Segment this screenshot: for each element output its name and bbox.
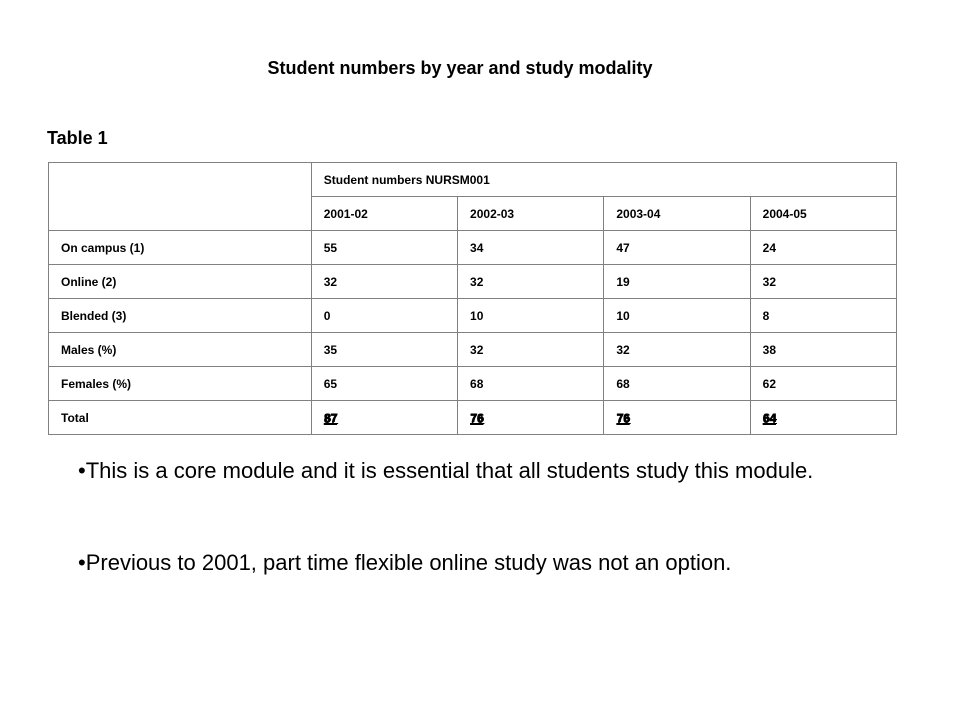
total-value-cell (604, 401, 750, 435)
table-row (49, 299, 897, 333)
table-row (49, 265, 897, 299)
table-row (49, 367, 897, 401)
total-label-cell: Total (49, 401, 312, 435)
value-cell: 32 (458, 333, 604, 367)
value-cell: 10 (458, 299, 604, 333)
table-row (49, 231, 897, 265)
total-value: 87 (323, 410, 338, 425)
value-cell: 24 (750, 231, 896, 265)
value-cell: 32 (458, 265, 604, 299)
total-value: 76 (616, 410, 630, 425)
table-total-row (49, 401, 897, 435)
row-label-cell: Blended (3) (49, 299, 312, 333)
table-label: Table 1 (47, 128, 108, 148)
bullet-text: This is a core module and it is essential that all students study this module. (85, 458, 814, 483)
value-cell: 55 (311, 231, 457, 265)
year-header-cell: 2001-02 (311, 197, 457, 231)
group-header-cell: Student numbers NURSM001 (311, 163, 896, 197)
bullet-item (78, 548, 918, 578)
value-cell: 34 (458, 231, 604, 265)
table-corner-cell (49, 163, 312, 231)
value-cell: 19 (604, 265, 750, 299)
row-label-cell: Females (%) (49, 367, 312, 401)
value-cell: 32 (604, 333, 750, 367)
value-cell: 47 (604, 231, 750, 265)
table-header-row (49, 163, 897, 197)
value-cell: 32 (311, 265, 457, 299)
value-cell: 38 (750, 333, 896, 367)
total-value-cell (458, 401, 604, 435)
student-numbers-table (48, 162, 897, 435)
value-cell: 68 (604, 367, 750, 401)
value-cell: 35 (311, 333, 457, 367)
value-cell: 10 (604, 299, 750, 333)
total-value: 64 (762, 410, 776, 425)
bullet-dot-icon: • (78, 550, 86, 575)
year-header-cell: 2004-05 (750, 197, 896, 231)
bullet-dot-icon: • (78, 458, 86, 483)
year-header-cell: 2002-03 (458, 197, 604, 231)
total-value-cell (311, 401, 457, 435)
table-row (49, 333, 897, 367)
bullet-item (78, 456, 918, 486)
year-header-cell: 2003-04 (604, 197, 750, 231)
value-cell: 68 (458, 367, 604, 401)
value-cell: 62 (750, 367, 896, 401)
total-value-cell (750, 401, 896, 435)
value-cell: 0 (311, 299, 457, 333)
bullet-text: Previous to 2001, part time flexible online study was not an option. (85, 550, 732, 575)
total-value: 76 (470, 410, 484, 425)
value-cell: 32 (750, 265, 896, 299)
value-cell: 8 (750, 299, 896, 333)
row-label-cell: Males (%) (49, 333, 312, 367)
value-cell: 65 (311, 367, 457, 401)
bullet-list (78, 456, 918, 578)
row-label-cell: Online (2) (49, 265, 312, 299)
row-label-cell: On campus (1) (49, 231, 312, 265)
slide-title: Student numbers by year and study modality (267, 58, 653, 78)
